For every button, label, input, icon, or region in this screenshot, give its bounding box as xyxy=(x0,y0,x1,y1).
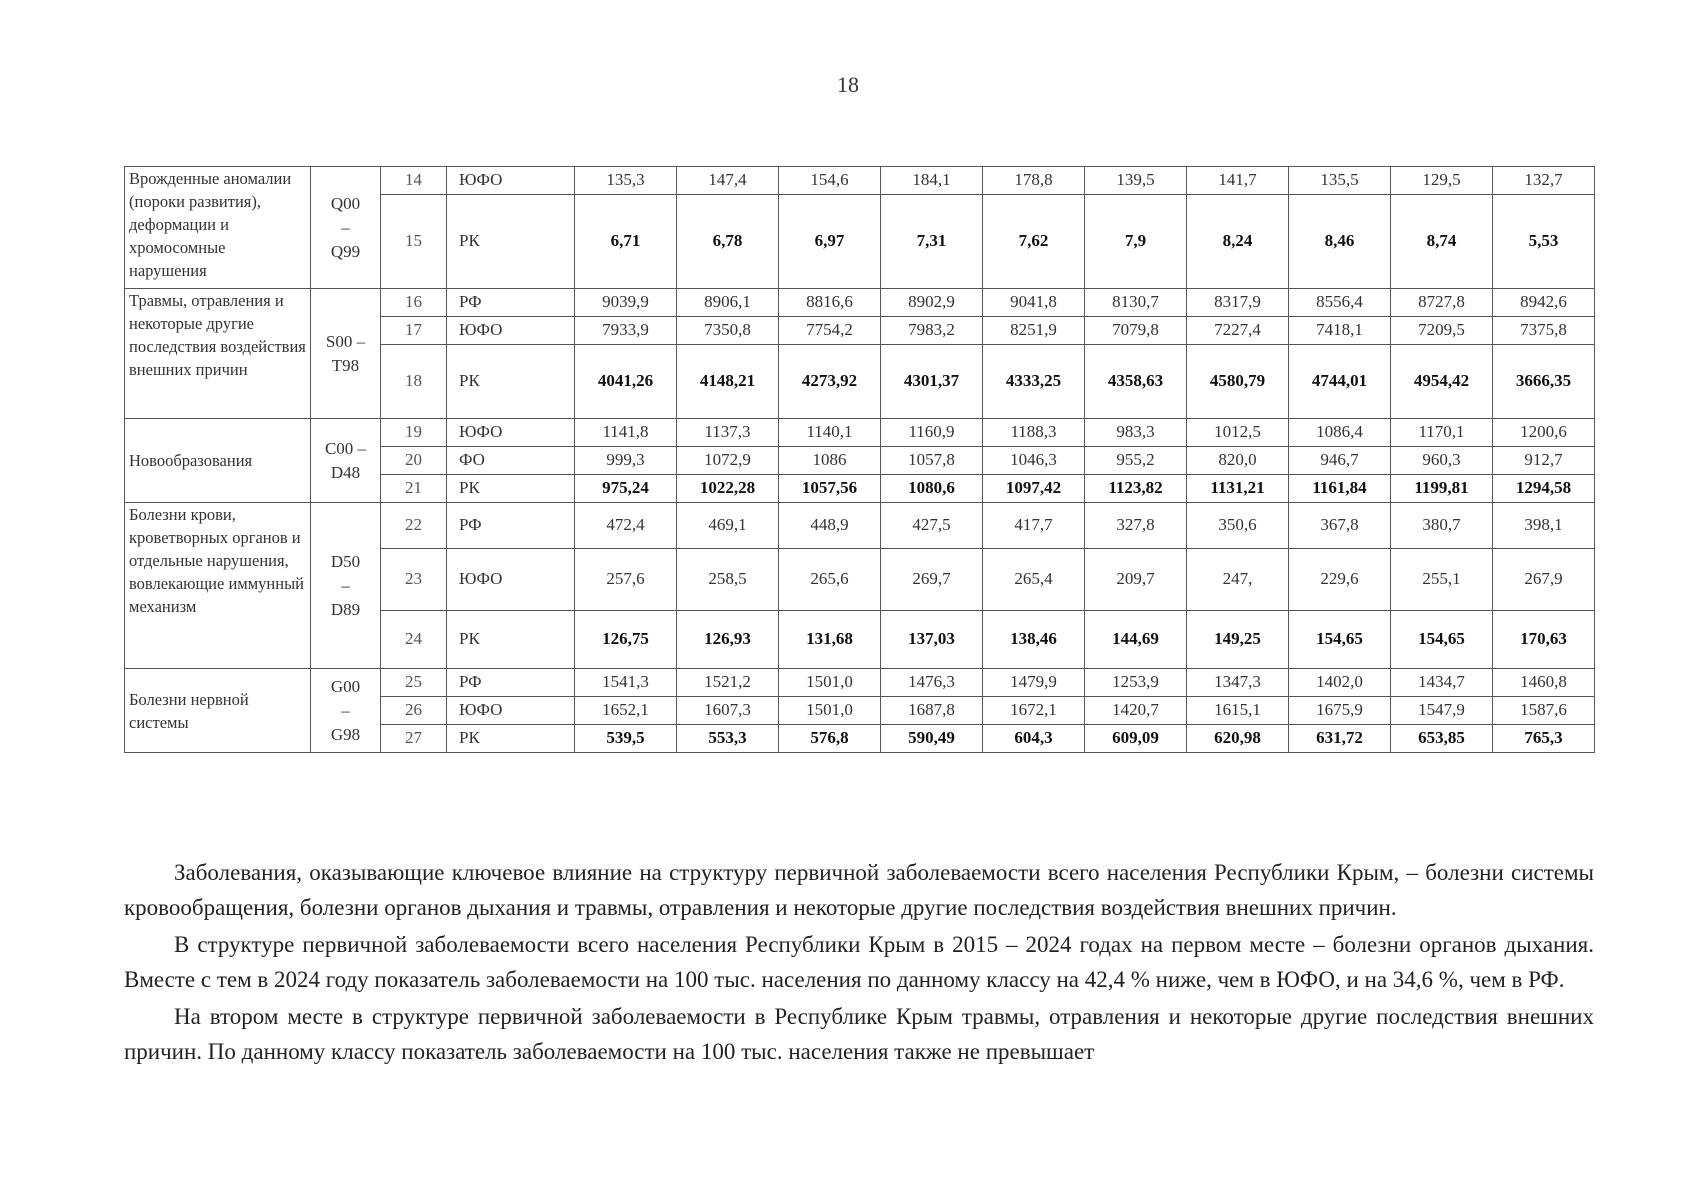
icd-code-line: G98 xyxy=(330,724,361,744)
value-cell: 1501,0 xyxy=(779,669,881,697)
table-row xyxy=(125,289,1595,317)
value-cell: 8317,9 xyxy=(1187,289,1289,317)
value-cell: 138,46 xyxy=(983,611,1085,669)
value-cell: 1160,9 xyxy=(881,419,983,447)
icd-code-cell xyxy=(311,503,381,669)
value-cell: 576,8 xyxy=(779,725,881,753)
region-cell: РФ xyxy=(447,503,575,549)
value-cell: 7227,4 xyxy=(1187,317,1289,345)
value-cell: 1057,56 xyxy=(779,475,881,503)
value-cell: 1434,7 xyxy=(1391,669,1493,697)
icd-code-cell xyxy=(311,289,381,419)
icd-code-line: – xyxy=(341,217,350,237)
value-cell: 367,8 xyxy=(1289,503,1391,549)
value-cell: 1123,82 xyxy=(1085,475,1187,503)
value-cell: 7350,8 xyxy=(677,317,779,345)
value-cell: 4580,79 xyxy=(1187,345,1289,419)
value-cell: 955,2 xyxy=(1085,447,1187,475)
value-cell: 8251,9 xyxy=(983,317,1085,345)
value-cell: 960,3 xyxy=(1391,447,1493,475)
value-cell: 1672,1 xyxy=(983,697,1085,725)
icd-code-cell xyxy=(311,419,381,503)
region-cell: ЮФО xyxy=(447,317,575,345)
value-cell: 1501,0 xyxy=(779,697,881,725)
value-cell: 141,7 xyxy=(1187,167,1289,195)
value-cell: 178,8 xyxy=(983,167,1085,195)
value-cell: 7,62 xyxy=(983,195,1085,289)
value-cell: 1188,3 xyxy=(983,419,1085,447)
value-cell: 380,7 xyxy=(1391,503,1493,549)
row-number-cell: 15 xyxy=(381,195,447,289)
value-cell: 912,7 xyxy=(1493,447,1595,475)
value-cell: 1420,7 xyxy=(1085,697,1187,725)
value-cell: 604,3 xyxy=(983,725,1085,753)
value-cell: 631,72 xyxy=(1289,725,1391,753)
paragraph: В структуре первичной заболеваемости всего населения Республики Крым в 2015 – 2024 годах на первом месте – болезни органов дыхания. Вместе с тем в 2024 году показатель заболеваемости на 100 тыс. населения по данному классу на 42,4 % ниже, чем в ЮФО, и на 34,6 %, чем в РФ. xyxy=(124,932,1594,992)
value-cell: 255,1 xyxy=(1391,549,1493,611)
value-cell: 448,9 xyxy=(779,503,881,549)
value-cell: 620,98 xyxy=(1187,725,1289,753)
icd-code-line: T98 xyxy=(331,355,360,375)
value-cell: 398,1 xyxy=(1493,503,1595,549)
value-cell: 327,8 xyxy=(1085,503,1187,549)
row-number-cell: 26 xyxy=(381,697,447,725)
value-cell: 1253,9 xyxy=(1085,669,1187,697)
region-cell: ЮФО xyxy=(447,419,575,447)
icd-code-line: Q00 xyxy=(330,193,361,213)
icd-code-line: – xyxy=(341,575,350,595)
value-cell: 8,24 xyxy=(1187,195,1289,289)
value-cell: 129,5 xyxy=(1391,167,1493,195)
value-cell: 1476,3 xyxy=(881,669,983,697)
icd-code-line: Q99 xyxy=(330,241,361,261)
value-cell: 1294,58 xyxy=(1493,475,1595,503)
value-cell: 1131,21 xyxy=(1187,475,1289,503)
value-cell: 8816,6 xyxy=(779,289,881,317)
value-cell: 8556,4 xyxy=(1289,289,1391,317)
value-cell: 1479,9 xyxy=(983,669,1085,697)
value-cell: 209,7 xyxy=(1085,549,1187,611)
value-cell: 6,78 xyxy=(677,195,779,289)
region-cell: ЮФО xyxy=(447,167,575,195)
value-cell: 7079,8 xyxy=(1085,317,1187,345)
table-row xyxy=(125,419,1595,447)
disease-class-cell: Врожденные аномалии (пороки развития), деформации и хромосомные нарушения xyxy=(125,167,311,289)
value-cell: 7209,5 xyxy=(1391,317,1493,345)
value-cell: 1141,8 xyxy=(575,419,677,447)
icd-code-line: – xyxy=(341,700,350,720)
value-cell: 135,5 xyxy=(1289,167,1391,195)
value-cell: 1347,3 xyxy=(1187,669,1289,697)
value-cell: 4041,26 xyxy=(575,345,677,419)
row-number-cell: 22 xyxy=(381,503,447,549)
table-row xyxy=(125,669,1595,697)
row-number-cell: 21 xyxy=(381,475,447,503)
region-cell: ЮФО xyxy=(447,549,575,611)
value-cell: 4148,21 xyxy=(677,345,779,419)
value-cell: 8130,7 xyxy=(1085,289,1187,317)
row-number-cell: 25 xyxy=(381,669,447,697)
value-cell: 765,3 xyxy=(1493,725,1595,753)
page-number: 18 xyxy=(837,72,859,97)
row-number-cell: 23 xyxy=(381,549,447,611)
icd-code-line: G00 xyxy=(330,676,361,696)
value-cell: 1607,3 xyxy=(677,697,779,725)
row-number-cell: 27 xyxy=(381,725,447,753)
icd-code-line: S00 – xyxy=(325,331,366,351)
value-cell: 170,63 xyxy=(1493,611,1595,669)
value-cell: 983,3 xyxy=(1085,419,1187,447)
value-cell: 257,6 xyxy=(575,549,677,611)
value-cell: 472,4 xyxy=(575,503,677,549)
icd-code-line: D89 xyxy=(330,599,361,619)
row-number-cell: 19 xyxy=(381,419,447,447)
row-number-cell: 20 xyxy=(381,447,447,475)
value-cell: 469,1 xyxy=(677,503,779,549)
icd-code-cell xyxy=(311,167,381,289)
value-cell: 7418,1 xyxy=(1289,317,1391,345)
value-cell: 4333,25 xyxy=(983,345,1085,419)
value-cell: 6,97 xyxy=(779,195,881,289)
value-cell: 1022,28 xyxy=(677,475,779,503)
value-cell: 1170,1 xyxy=(1391,419,1493,447)
region-cell: РК xyxy=(447,475,575,503)
region-cell: РК xyxy=(447,611,575,669)
value-cell: 258,5 xyxy=(677,549,779,611)
value-cell: 1140,1 xyxy=(779,419,881,447)
value-cell: 229,6 xyxy=(1289,549,1391,611)
value-cell: 1046,3 xyxy=(983,447,1085,475)
value-cell: 539,5 xyxy=(575,725,677,753)
value-cell: 1072,9 xyxy=(677,447,779,475)
value-cell: 1587,6 xyxy=(1493,697,1595,725)
paragraph: На втором месте в структуре первичной заболеваемости в Республике Крым травмы, отравления и некоторые другие последствия внешних причин. По данному классу показатель заболеваемости на 100 тыс. населения также не превышает xyxy=(124,1004,1594,1064)
region-cell: РФ xyxy=(447,669,575,697)
value-cell: 126,93 xyxy=(677,611,779,669)
value-cell: 7,9 xyxy=(1085,195,1187,289)
value-cell: 247, xyxy=(1187,549,1289,611)
value-cell: 9041,8 xyxy=(983,289,1085,317)
row-number-cell: 14 xyxy=(381,167,447,195)
value-cell: 8902,9 xyxy=(881,289,983,317)
row-number-cell: 16 xyxy=(381,289,447,317)
value-cell: 1675,9 xyxy=(1289,697,1391,725)
value-cell: 820,0 xyxy=(1187,447,1289,475)
value-cell: 154,6 xyxy=(779,167,881,195)
region-cell: РК xyxy=(447,195,575,289)
region-cell: ФО xyxy=(447,447,575,475)
value-cell: 8942,6 xyxy=(1493,289,1595,317)
value-cell: 1097,42 xyxy=(983,475,1085,503)
value-cell: 6,71 xyxy=(575,195,677,289)
morbidity-table xyxy=(124,166,1595,753)
value-cell: 137,03 xyxy=(881,611,983,669)
value-cell: 131,68 xyxy=(779,611,881,669)
icd-code-cell xyxy=(311,669,381,753)
value-cell: 4744,01 xyxy=(1289,345,1391,419)
value-cell: 999,3 xyxy=(575,447,677,475)
region-cell: РФ xyxy=(447,289,575,317)
value-cell: 269,7 xyxy=(881,549,983,611)
value-cell: 1086,4 xyxy=(1289,419,1391,447)
value-cell: 417,7 xyxy=(983,503,1085,549)
value-cell: 154,65 xyxy=(1391,611,1493,669)
row-number-cell: 18 xyxy=(381,345,447,419)
value-cell: 184,1 xyxy=(881,167,983,195)
icd-code-line: D50 xyxy=(330,551,361,571)
region-cell: ЮФО xyxy=(447,697,575,725)
value-cell: 427,5 xyxy=(881,503,983,549)
value-cell: 946,7 xyxy=(1289,447,1391,475)
value-cell: 8,74 xyxy=(1391,195,1493,289)
value-cell: 8906,1 xyxy=(677,289,779,317)
value-cell: 1200,6 xyxy=(1493,419,1595,447)
value-cell: 1541,3 xyxy=(575,669,677,697)
value-cell: 8,46 xyxy=(1289,195,1391,289)
value-cell: 350,6 xyxy=(1187,503,1289,549)
value-cell: 653,85 xyxy=(1391,725,1493,753)
value-cell: 9039,9 xyxy=(575,289,677,317)
value-cell: 265,6 xyxy=(779,549,881,611)
value-cell: 267,9 xyxy=(1493,549,1595,611)
value-cell: 1086 xyxy=(779,447,881,475)
value-cell: 1547,9 xyxy=(1391,697,1493,725)
icd-code-line: С00 – xyxy=(324,438,367,458)
body-text xyxy=(124,856,1594,1072)
value-cell: 1402,0 xyxy=(1289,669,1391,697)
value-cell: 154,65 xyxy=(1289,611,1391,669)
value-cell: 1521,2 xyxy=(677,669,779,697)
value-cell: 135,3 xyxy=(575,167,677,195)
table-row xyxy=(125,503,1595,549)
row-number-cell: 24 xyxy=(381,611,447,669)
disease-class-cell: Травмы, отравления и некоторые другие последствия воздействия внешних причин xyxy=(125,289,311,419)
value-cell: 553,3 xyxy=(677,725,779,753)
disease-class-cell: Болезни крови, кроветворных органов и отдельные нарушения, вовлекающие иммунный механизм xyxy=(125,503,311,669)
icd-code-line: D48 xyxy=(330,462,361,482)
disease-class-cell: Болезни нервной системы xyxy=(125,669,311,753)
region-cell: РК xyxy=(447,725,575,753)
value-cell: 149,25 xyxy=(1187,611,1289,669)
value-cell: 8727,8 xyxy=(1391,289,1493,317)
value-cell: 265,4 xyxy=(983,549,1085,611)
value-cell: 590,49 xyxy=(881,725,983,753)
value-cell: 1137,3 xyxy=(677,419,779,447)
disease-class-cell: Новообразования xyxy=(125,419,311,503)
value-cell: 1057,8 xyxy=(881,447,983,475)
value-cell: 4273,92 xyxy=(779,345,881,419)
value-cell: 1080,6 xyxy=(881,475,983,503)
value-cell: 5,53 xyxy=(1493,195,1595,289)
table-row xyxy=(125,167,1595,195)
value-cell: 1161,84 xyxy=(1289,475,1391,503)
value-cell: 7754,2 xyxy=(779,317,881,345)
value-cell: 4954,42 xyxy=(1391,345,1493,419)
value-cell: 144,69 xyxy=(1085,611,1187,669)
value-cell: 609,09 xyxy=(1085,725,1187,753)
value-cell: 1687,8 xyxy=(881,697,983,725)
value-cell: 132,7 xyxy=(1493,167,1595,195)
paragraph: Заболевания, оказывающие ключевое влияние на структуру первичной заболеваемости всего населения Республики Крым, – болезни системы кровообращения, болезни органов дыхания и травмы, отравления и некоторые другие последствия воздействия внешних причин. xyxy=(124,860,1594,920)
value-cell: 1652,1 xyxy=(575,697,677,725)
value-cell: 139,5 xyxy=(1085,167,1187,195)
value-cell: 1012,5 xyxy=(1187,419,1289,447)
value-cell: 7375,8 xyxy=(1493,317,1595,345)
value-cell: 1615,1 xyxy=(1187,697,1289,725)
value-cell: 1199,81 xyxy=(1391,475,1493,503)
value-cell: 975,24 xyxy=(575,475,677,503)
value-cell: 4358,63 xyxy=(1085,345,1187,419)
region-cell: РК xyxy=(447,345,575,419)
value-cell: 3666,35 xyxy=(1493,345,1595,419)
value-cell: 4301,37 xyxy=(881,345,983,419)
value-cell: 147,4 xyxy=(677,167,779,195)
value-cell: 7,31 xyxy=(881,195,983,289)
value-cell: 7933,9 xyxy=(575,317,677,345)
row-number-cell: 17 xyxy=(381,317,447,345)
value-cell: 7983,2 xyxy=(881,317,983,345)
value-cell: 1460,8 xyxy=(1493,669,1595,697)
value-cell: 126,75 xyxy=(575,611,677,669)
